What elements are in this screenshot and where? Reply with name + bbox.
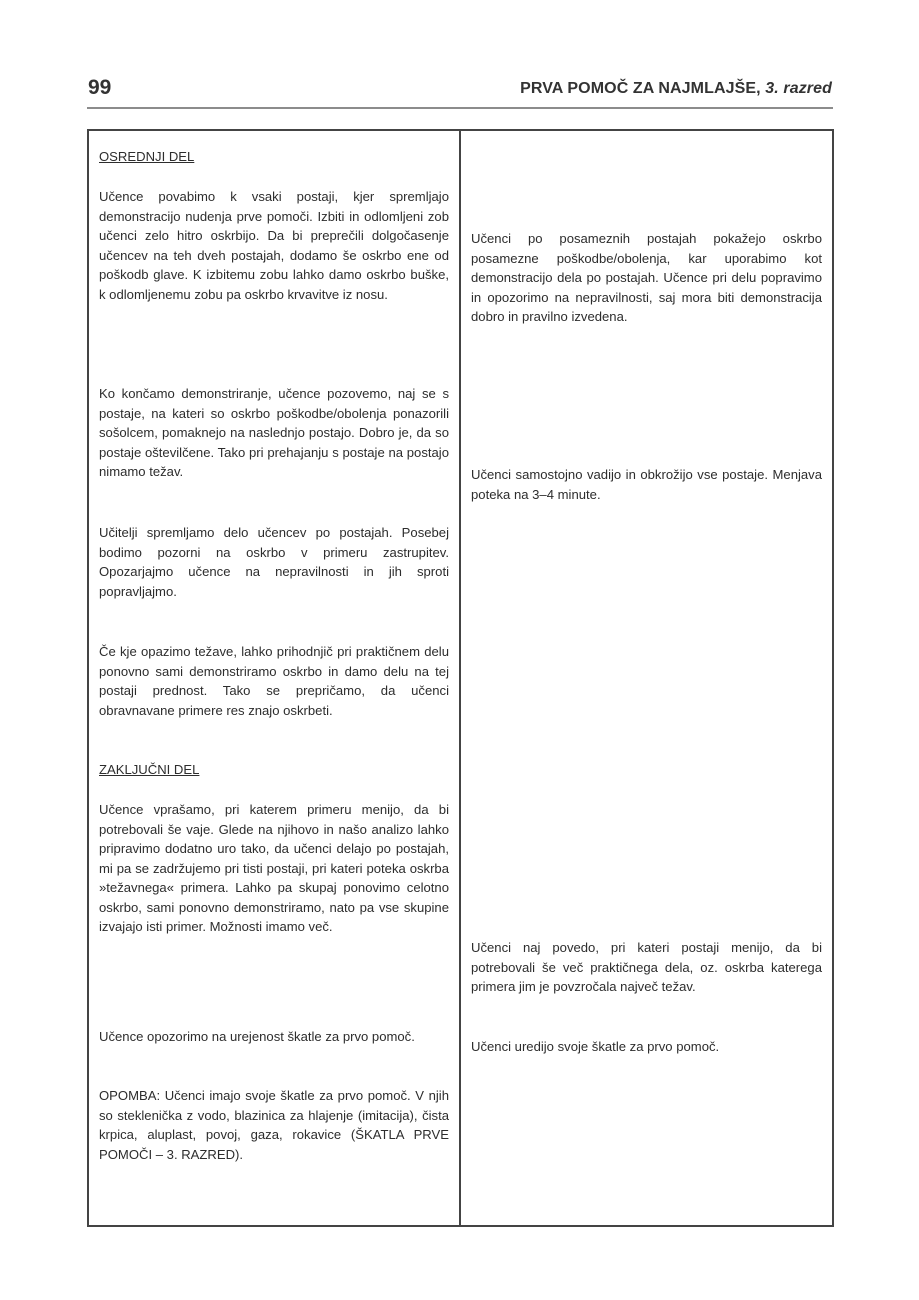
paragraph-difficulties: Če kje opazimo težave, lahko prihodnjič pri praktičnem delu ponovno sami demonstriramo oskrbo in damo delu na tej postaji prednost. Tako se prepričamo, da učenci obravnavane primere res znajo oskrbeti. <box>99 644 449 718</box>
section-heading-final: ZAKLJUČNI DEL <box>99 762 200 777</box>
lesson-table <box>87 129 834 1227</box>
paragraph-note: OPOMBA: Učenci imajo svoje škatle za prvo pomoč. V njih so steklenička z vodo, blazinica za hlajenje (imitacija), čista krpica, aluplast, povoj, gaza, rokavice (ŠKATLA PRVE POMOČI – 3. RAZRED). <box>99 1088 449 1162</box>
student-activity-column <box>461 131 832 1225</box>
student-demonstration-text: Učenci po posameznih postajah pokažejo oskrbo posamezne poškodbe/obolenja, kar uporabimo kot demonstracijo dela po postajah. Učence pri delu popravimo in opozorimo na nepravilnosti, saj mora biti demonstracija dobro in pravilno izvedena. <box>471 231 822 324</box>
paragraph-stations-intro: Učence povabimo k vsaki postaji, kjer spremljajo demonstracijo nudenja prve pomoči. Izbiti in odlomljeni zob učenci zelo hitro oskrbijo. Da bi preprečili dolgočasenje učencev na teh dveh postajah, dodamo še oskrbo ene od poškodb glave. K izbitemu zobu lahko damo oskrbo buške, k odlomljenemu zobu pa oskrbo krvavitve iz nosu. <box>99 189 449 302</box>
section-heading-main: OSREDNJI DEL <box>99 149 195 164</box>
running-title-main: PRVA POMOČ ZA NAJMLAJŠE, <box>520 80 761 97</box>
running-title-grade: 3. razred <box>760 80 832 97</box>
page-number: 99 <box>88 76 112 99</box>
header-rule <box>87 107 833 109</box>
paragraph-final-questions: Učence vprašamo, pri katerem primeru menijo, da bi potrebovali še vaje. Glede na njihovo in našo analizo lahko pripravimo dodatno uro tako, da učenci delajo po postajah, mi pa se zadržujemo pri tisti postaji, pri kateri poteka oskrba »težavnega« primera. Lahko pa skupaj ponovimo celotno oskrbo, sami ponovno demonstriramo, nato pa vse skupine izvajajo isti primer. Možnosti imamo več. <box>99 802 449 934</box>
teacher-activity-column <box>89 131 461 1225</box>
paragraph-first-aid-box: Učence opozorimo na urejenost škatle za prvo pomoč. <box>99 1029 415 1044</box>
student-tidy-box-text: Učenci uredijo svoje škatle za prvo pomoč. <box>471 1039 720 1054</box>
paragraph-rotation: Ko končamo demonstriranje, učence pozovemo, naj se s postaje, na kateri so oskrbo poškodbe/obolenja ponazorili sošolcem, pomaknejo na naslednjo postajo. Dobro je, da so postaje oštevilčene. Tako pri prehajanju s postaje na postajo nimamo težav. <box>99 386 449 479</box>
student-practice-text: Učenci samostojno vadijo in obkrožijo vse postaje. Menjava poteka na 3–4 minute. <box>471 467 822 502</box>
student-feedback-text: Učenci naj povedo, pri kateri postaji menijo, da bi potrebovali še več praktičnega dela, oz. oskrba katerega primera jim je povzročala največ težav. <box>471 940 822 994</box>
running-title <box>520 80 832 98</box>
paragraph-monitoring: Učitelji spremljamo delo učencev po postajah. Posebej bodimo pozorni na oskrbo v primeru zastrupitev. Opozarjajmo učence na nepravilnosti in jih sproti popravljajmo. <box>99 525 449 599</box>
